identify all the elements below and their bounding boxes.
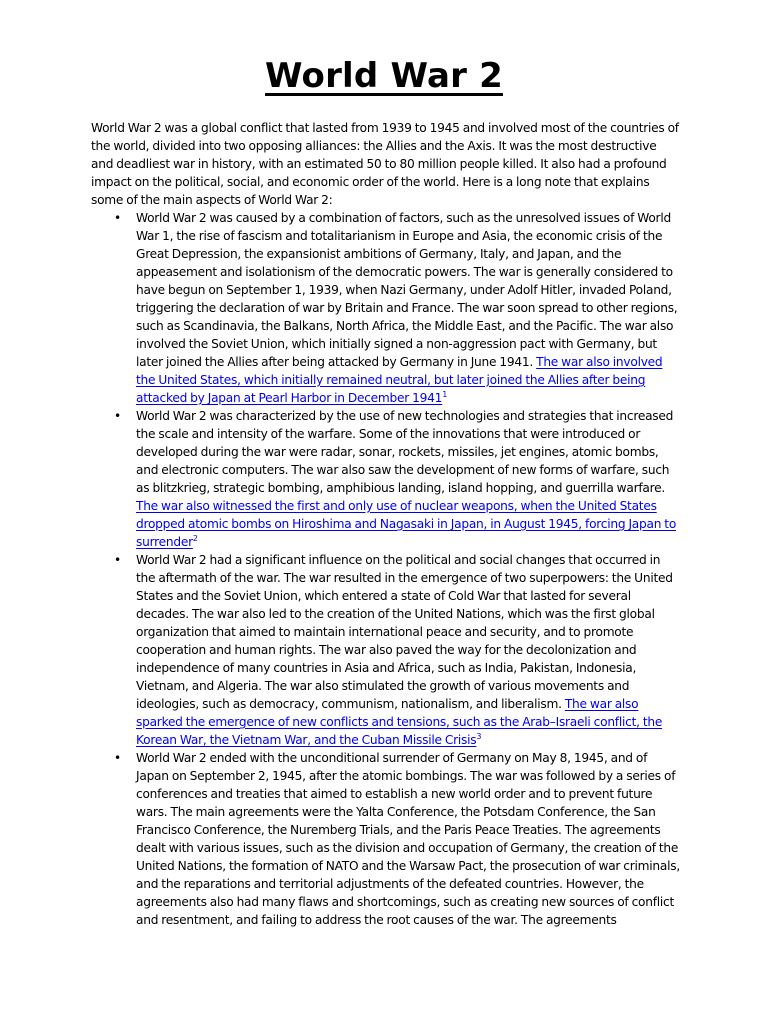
- bullet-icon: •: [114, 211, 121, 225]
- citation-link[interactable]: The war also involved the United States, which initially remained neutral, but later joined the Allies after being attacked by Japan at Pearl Harbor in December 1941: [136, 355, 663, 405]
- bullet-item-aftermath: [91, 551, 681, 749]
- bullet-icon: •: [114, 553, 121, 567]
- footnote-ref[interactable]: 3: [476, 731, 482, 741]
- footnote-ref[interactable]: 1: [442, 389, 448, 399]
- bullet-item-ending: [91, 749, 681, 929]
- bullet-item-technology: [91, 407, 681, 551]
- footnote-ref[interactable]: 2: [192, 533, 198, 543]
- document-body: [91, 119, 681, 929]
- bullet-text: World War 2 was characterized by the use of new technologies and strategies that increased the scale and intensity of the warfare. Some of the innovations that were introduced or developed during the war were radar, sonar, rockets, missiles, jet engines, atomic bombs, and electronic computers. The war also saw the development of new forms of warfare, such as blitzkrieg, strategic bombing, amphibious landing, island hopping, and guerrilla warfare.: [136, 409, 674, 495]
- bullet-icon: •: [114, 751, 121, 765]
- page-title: World War 2: [265, 56, 503, 96]
- bullet-text: World War 2 was caused by a combination of factors, such as the unresolved issues of World War 1, the rise of fascism and totalitarianism in Europe and Asia, the economic crisis of the Great Depression, the expansionist ambitions of Germany, Italy, and Japan, and the appeasement and isolationism of the democratic powers. The war is generally considered to have begun on September 1, 1939, when Nazi Germany, under Adolf Hitler, invaded Poland, triggering the declaration of war by Britain and France. The war soon spread to other regions, such as Scandinavia, the Balkans, North Africa, the Middle East, and the Pacific. The war also involved the Soviet Union, which initially signed a non-aggression pact with Germany, but later joined the Allies after being attacked by Germany in June 1941.: [136, 211, 678, 369]
- citation-link[interactable]: The war also witnessed the first and only use of nuclear weapons, when the United States dropped atomic bombs on Hiroshima and Nagasaki in Japan, in August 1945, forcing Japan to surrender: [136, 499, 677, 549]
- bullet-item-causes: [91, 209, 681, 407]
- bullet-list: [91, 209, 681, 929]
- bullet-icon: •: [114, 409, 121, 423]
- bullet-text: World War 2 had a significant influence on the political and social changes that occurred in the aftermath of the war. The war resulted in the emergence of two superpowers: the United States and the Soviet Union, which entered a state of Cold War that lasted for several decades. The war also led to the creation of the United Nations, which was the first global organization that aimed to maintain international peace and security, and to promote cooperation and human rights. The war also paved the way for the decolonization and independence of many countries in Asia and Africa, such as India, Pakistan, Indonesia, Vietnam, and Algeria. The war also stimulated the growth of various movements and ideologies, such as democracy, communism, nationalism, and liberalism.: [136, 553, 673, 711]
- intro-paragraph: World War 2 was a global conflict that lasted from 1939 to 1945 and involved most of the countries of the world, divided into two opposing alliances: the Allies and the Axis. It was the most destructive and deadliest war in history, with an estimated 50 to 80 million people killed. It also had a profound impact on the political, social, and economic order of the world. Here is a long note that explains some of the main aspects of World War 2:: [91, 121, 679, 207]
- citation-link[interactable]: The war also sparked the emergence of new conflicts and tensions, such as the Arab–Israeli conflict, the Korean War, the Vietnam War, and the Cuban Missile Crisis: [136, 697, 663, 747]
- bullet-text: World War 2 ended with the unconditional surrender of Germany on May 8, 1945, and of Japan on September 2, 1945, after the atomic bombings. The war was followed by a series of conferences and treaties that aimed to establish a new world order and to prevent future wars. The main agreements were the Yalta Conference, the Potsdam Conference, the San Francisco Conference, the Nuremberg Trials, and the Paris Peace Treaties. The agreements dealt with various issues, such as the division and occupation of Germany, the creation of the United Nations, the formation of NATO and the Warsaw Pact, the prosecution of war criminals, and the reparations and territorial adjustments of the defeated countries. However, the agreements also had many flaws and shortcomings, such as creating new sources of conflict and resentment, and failing to address the root causes of the war. The agreements: [136, 751, 680, 927]
